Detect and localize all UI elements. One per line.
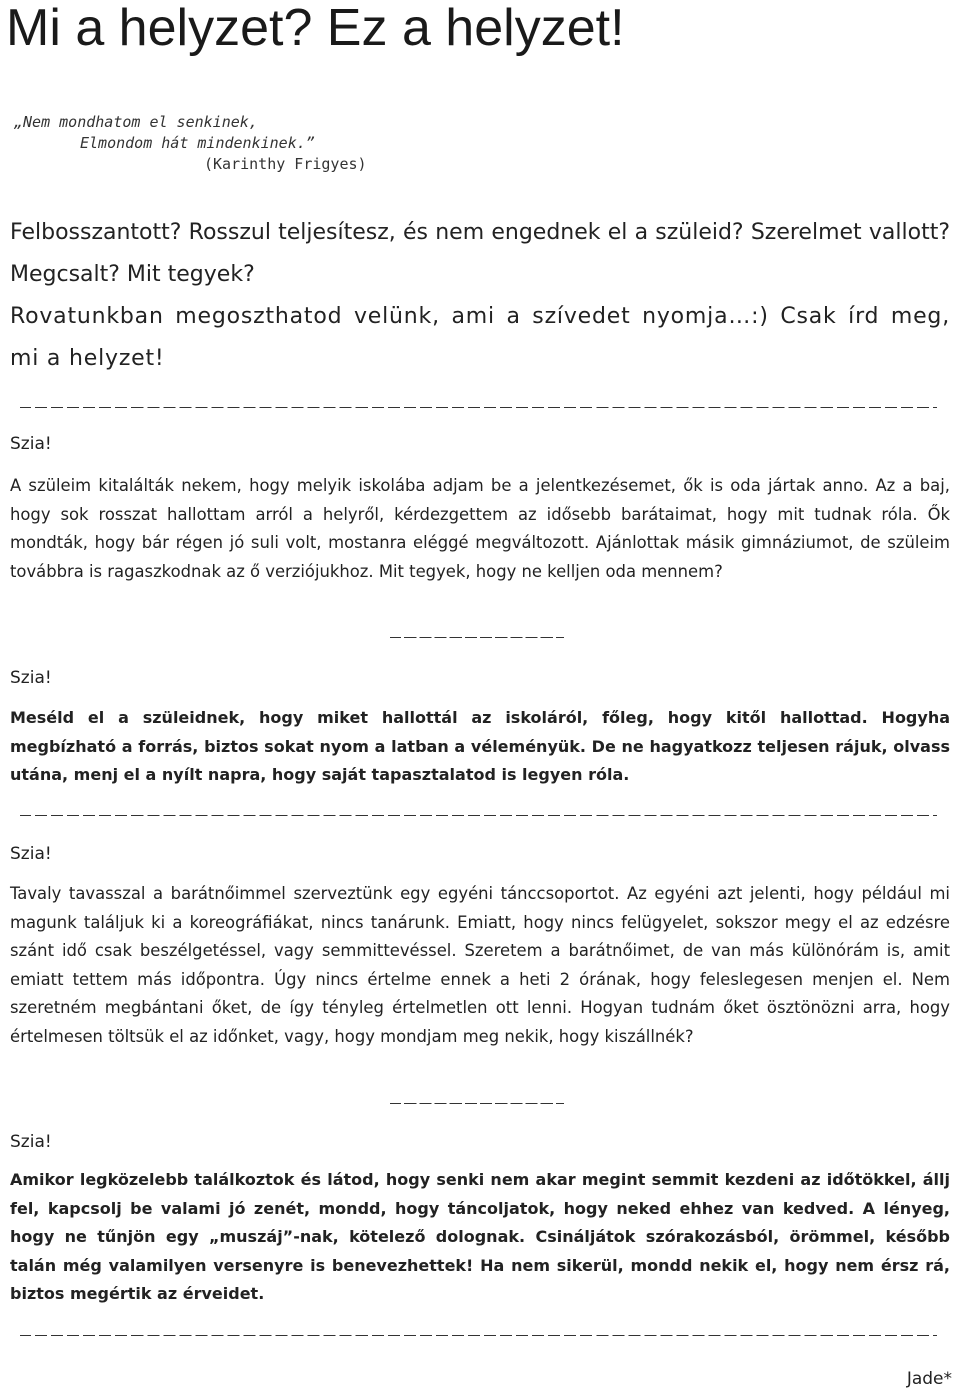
motto-quote (14, 112, 367, 175)
intro-paragraph-2: Rovatunkban megoszthatod velünk, ami a szívedet nyomja…:) Csak írd meg, mi a helyzet! (10, 304, 950, 371)
quote-line-2: Elmondom hát mindenkinek.” (80, 134, 315, 152)
reply-2-greeting: Szia! (10, 1132, 52, 1152)
section-divider (20, 804, 945, 824)
letter-1-greeting: Szia! (10, 434, 52, 454)
letter-1-text: A szüleim kitalálták nekem, hogy melyik iskolába adjam be a jelentkezésemet, ők is oda jártak anno. Az a baj, hogy sok rosszat hallottam arról a helyről, kérdezgettem az idősebb barátaimat, hogy mit tudnak róla. Ők mondták, hogy bár régen jó suli volt, mostanra eléggé megváltozott. Ajánlottak másik gimnáziumot, de szüleim továbbra is ragaszkodnak az ő verziójukhoz. Mit tegyek, hogy ne kelljen oda mennem? (10, 476, 950, 581)
letter-2-greeting: Szia! (10, 844, 52, 864)
section-divider (20, 396, 945, 416)
intro (10, 212, 950, 380)
reply-divider (390, 1092, 568, 1112)
author-signature: Jade* (906, 1369, 952, 1389)
section-divider (20, 1324, 945, 1344)
letter-2-text: Tavaly tavasszal a barátnőimmel szerveztünk egy egyéni tánccsoportot. Az egyéni azt jelenti, hogy például mi magunk találjuk ki a koreográfiákat, nincs tanárunk. Emiatt, hogy nincs felügyelet, sokszor megy el az edzésre szánt idő csak beszélgetéssel, vagy semmittevéssel. Szeretem a barátnőimet, de van más különórám is, amit emiatt tettem más időpontra. Úgy nincs értelme ennek a heti 2 órának, hogy feleslegesen menjen el. Nem szeretném megbántani őket, de így tényleg értelmetlen ott lenni. Hogyan tudnám őket ösztönözni arra, hogy értelmesen töltsük el az időnket, vagy, hogy mondjam meg nekik, hogy kiszállnék? (10, 884, 950, 1046)
quote-line-1: „Nem mondhatom el senkinek, (14, 113, 258, 131)
reply-1-greeting: Szia! (10, 668, 52, 688)
intro-paragraph-1: Felbosszantott? Rosszul teljesítesz, és nem engednek el a szüleid? Szerelmet vallott? Megcsalt? Mit tegyek? (10, 220, 950, 287)
page-title: Mi a helyzet? Ez a helyzet! (6, 0, 625, 57)
quote-author: (Karinthy Frigyes) (204, 155, 367, 173)
reply-2-text: Amikor legközelebb találkoztok és látod, hogy senki nem akar megint semmit kezdeni az időtökkel, állj fel, kapcsolj be valami jó zenét, mondd, hogy táncoljatok, hogy neked ehhez van kedved. A lényeg, hogy ne tűnjön egy „muszáj”-nak, kötelező dolognak. Csináljátok szórakozásból, örömmel, később talán még valamilyen versenyre is benevezhettek! Ha nem sikerül, mondd nekik el, hogy nem érsz rá, biztos megértik az érveidet. (10, 1170, 950, 1304)
reply-1-text: Meséld el a szüleidnek, hogy miket hallottál az iskoláról, főleg, hogy kitől hallottad. Hogyha megbízható a forrás, biztos sokat nyom a latban a véleményük. De ne hagyatkozz teljesen rájuk, olvass utána, menj el a nyílt napra, hogy saját tapasztalatod is legyen róla. (10, 708, 950, 785)
reply-divider (390, 626, 568, 646)
